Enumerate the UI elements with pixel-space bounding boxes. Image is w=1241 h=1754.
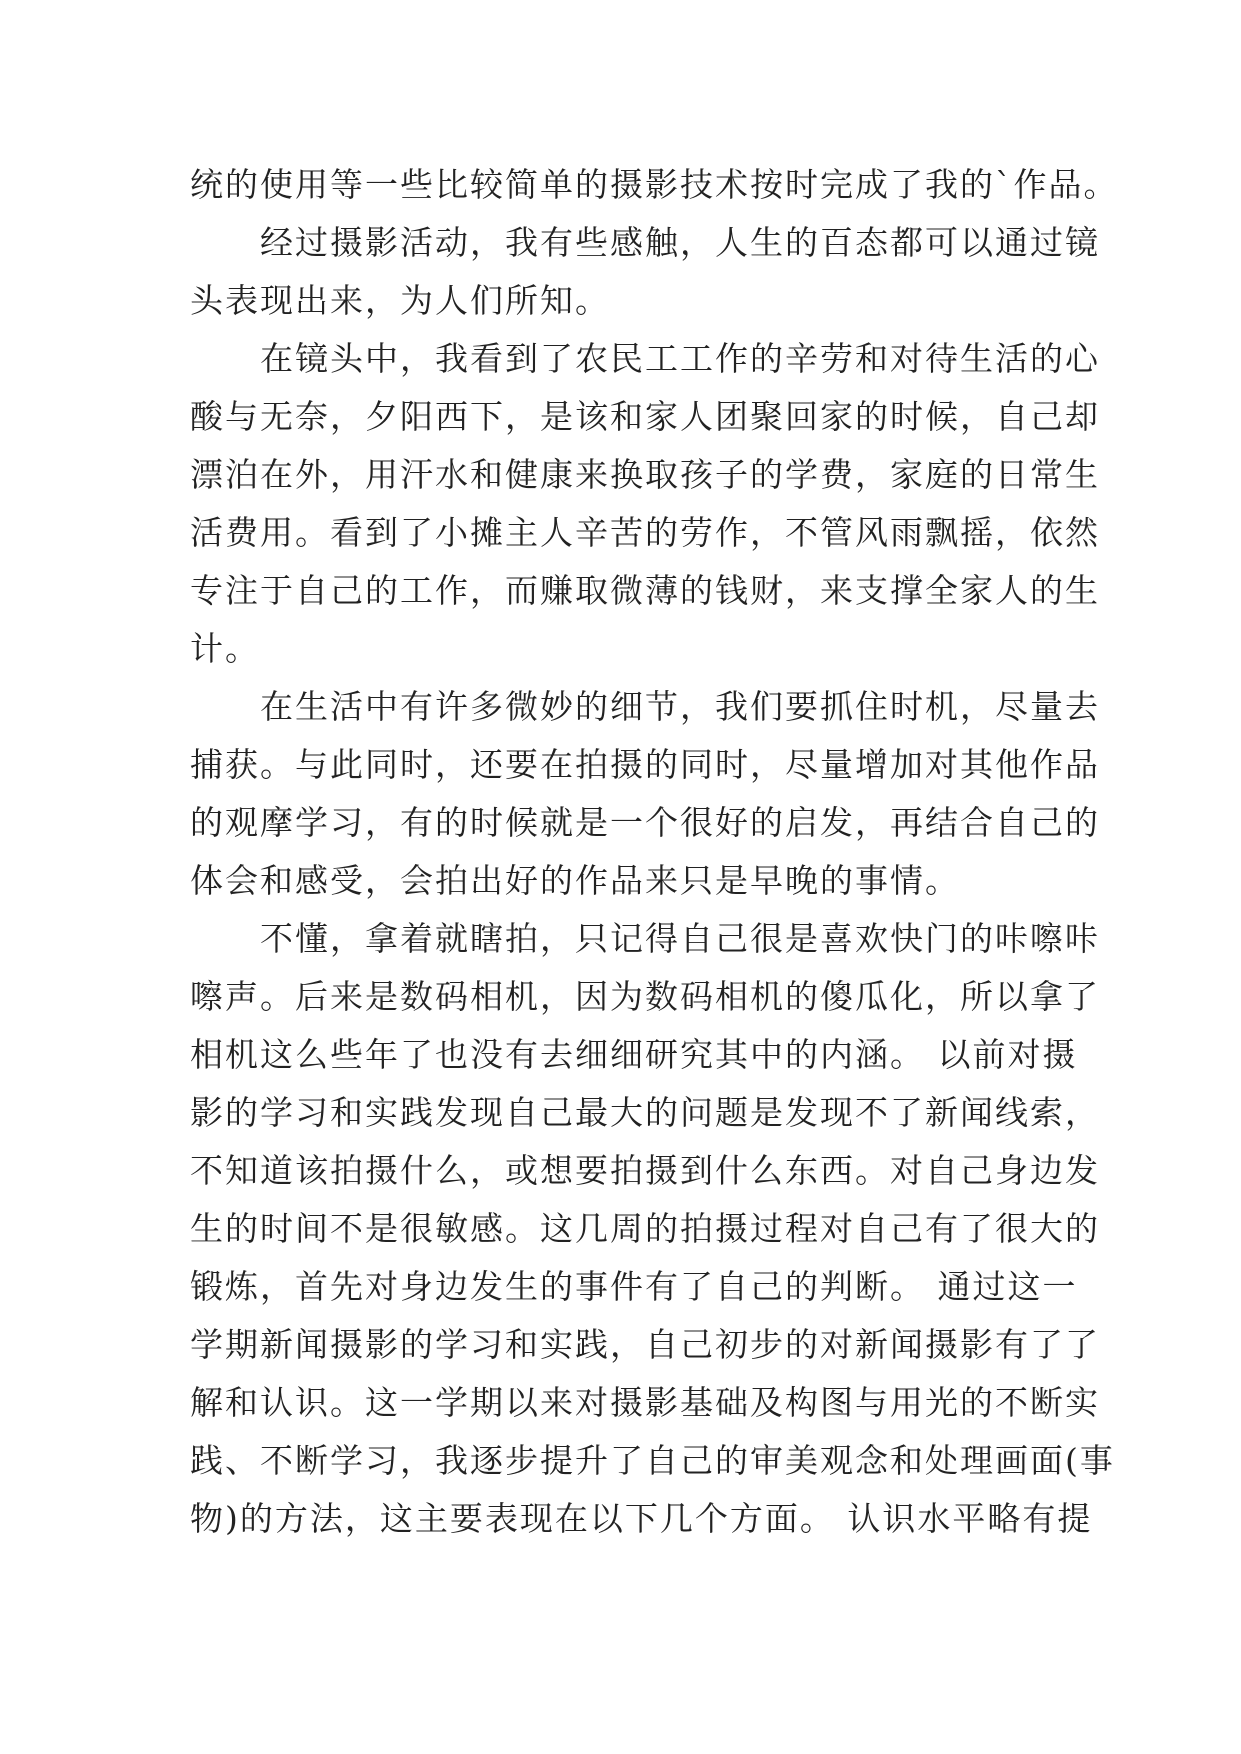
text-line: 统的使用等一些比较简单的摄影技术按时完成了我的`作品。 xyxy=(190,165,1119,204)
text-line: 专注于自己的工作，而赚取微薄的钱财，来支撑全家人的生 xyxy=(190,571,1100,610)
text-line: 不懂，拿着就瞎拍，只记得自己很是喜欢快门的咔嚓咔 xyxy=(190,919,1100,958)
text-line: 体会和感受，会拍出好的作品来只是早晚的事情。 xyxy=(190,861,960,900)
text-line: 影的学习和实践发现自己最大的问题是发现不了新闻线索， xyxy=(190,1093,1100,1132)
text-line: 在生活中有许多微妙的细节，我们要抓住时机，尽量去 xyxy=(190,687,1100,726)
text-line: 经过摄影活动，我有些感触，人生的百态都可以通过镜 xyxy=(190,223,1100,262)
text-line: 活费用。看到了小摊主人辛苦的劳作，不管风雨飘摇，依然 xyxy=(190,513,1100,552)
text-line: 酸与无奈，夕阳西下，是该和家人团聚回家的时候，自己却 xyxy=(190,397,1100,436)
text-line: 计。 xyxy=(190,629,260,668)
text-line: 生的时间不是很敏感。这几周的拍摄过程对自己有了很大的 xyxy=(190,1209,1100,1248)
text-line: 相机这么些年了也没有去细细研究其中的内涵。 以前对摄 xyxy=(190,1035,1078,1074)
text-line: 嚓声。后来是数码相机，因为数码相机的傻瓜化，所以拿了 xyxy=(190,977,1100,1016)
text-line: 捕获。与此同时，还要在拍摄的同时，尽量增加对其他作品 xyxy=(190,745,1100,784)
text-line: 漂泊在外，用汗水和健康来换取孩子的学费，家庭的日常生 xyxy=(190,455,1100,494)
text-line: 学期新闻摄影的学习和实践，自己初步的对新闻摄影有了了 xyxy=(190,1325,1100,1364)
text-line: 解和认识。这一学期以来对摄影基础及构图与用光的不断实 xyxy=(190,1383,1100,1422)
text-line: 践、不断学习，我逐步提升了自己的审美观念和处理画面(事 xyxy=(190,1441,1115,1480)
body-text xyxy=(190,156,1119,1548)
text-line: 物)的方法，这主要表现在以下几个方面。 认识水平略有提 xyxy=(190,1499,1093,1538)
text-line: 在镜头中，我看到了农民工工作的辛劳和对待生活的心 xyxy=(190,339,1100,378)
text-line: 锻炼，首先对身边发生的事件有了自己的判断。 通过这一 xyxy=(190,1267,1078,1306)
text-line: 头表现出来，为人们所知。 xyxy=(190,281,610,320)
text-line: 不知道该拍摄什么，或想要拍摄到什么东西。对自己身边发 xyxy=(190,1151,1100,1190)
text-line: 的观摩学习，有的时候就是一个很好的启发，再结合自己的 xyxy=(190,803,1100,842)
